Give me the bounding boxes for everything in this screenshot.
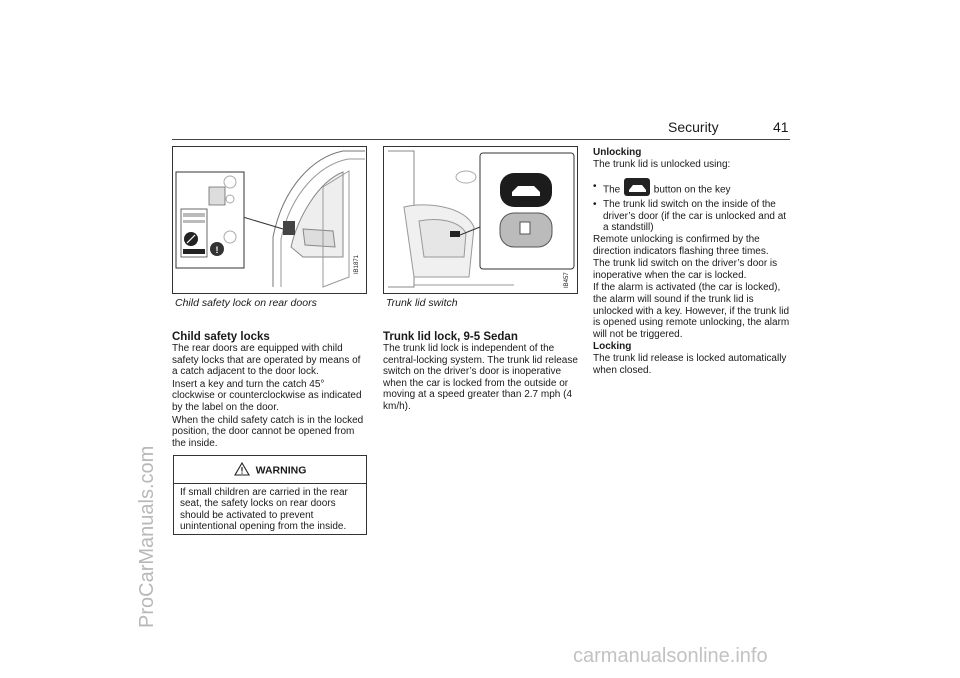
figure-code: IB1871 [354, 254, 360, 274]
warning-box [173, 455, 367, 535]
page-number: 41 [773, 119, 789, 135]
trunk-lock-text: The trunk lid lock is independent of the central-locking system. The trunk lid release switch on the driver’s door is inoperative when the car is locked from the outside or moving at a speed greater than 2.7 mph (4 km/h). [383, 343, 578, 412]
child-locks-paragraph: The rear doors are equipped with child safety locks that are operated by means of a catch adjacent to the door lock. [172, 343, 361, 378]
warning-title [174, 462, 366, 479]
figure-code: IB457 [564, 272, 570, 288]
trunk-lock-heading: Trunk lid lock, 9-5 Sedan [383, 331, 518, 343]
unlocking-paragraph: If the alarm is activated (the car is locked), the alarm will sound if the trunk lid is unlocked with a key. However, if the trunk lid is opened using remote unlocking, the alarm will not be triggered. [593, 282, 790, 340]
bullet-text: button on the key [653, 184, 731, 196]
door-illustration [173, 147, 366, 293]
child-locks-paragraph: Insert a key and turn the catch 45° clockwise or counterclockwise as indicated by the label on the door. [172, 378, 362, 413]
svg-text:!: ! [215, 245, 219, 255]
unlocking-heading: Unlocking [593, 147, 642, 158]
child-locks-heading: Child safety locks [172, 331, 270, 343]
figure-caption-right: Trunk lid switch [386, 297, 458, 309]
figure-caption-left: Child safety lock on rear doors [175, 297, 317, 309]
header-divider [172, 139, 790, 140]
trunk-lid-switch-figure [383, 146, 578, 294]
locking-heading: Locking [593, 341, 632, 353]
warning-text: If small children are carried in the rear seat, the safety locks on rear doors should be activated to prevent unintentional opening from the inside. [180, 487, 348, 533]
child-locks-paragraph: When the child safety catch is in the locked position, the door cannot be opened from the inside. [172, 414, 364, 449]
child-safety-lock-figure [172, 146, 367, 294]
unlocking-paragraph: Remote unlocking is confirmed by the direction indicators flashing three times. [593, 233, 769, 257]
warning-triangle-icon [234, 462, 250, 479]
side-watermark: ProCarManuals.com [136, 445, 158, 628]
child-locks-body [172, 343, 368, 450]
warning-title-text: WARNING [255, 464, 307, 477]
bottom-watermark: carmanualsonline.info [573, 645, 768, 667]
unlocking-intro: The trunk lid is unlocked using: [593, 158, 731, 170]
bullet-text: The [603, 184, 621, 196]
locking-text: The trunk lid release is locked automatically when closed. [593, 352, 787, 376]
switch-illustration [384, 147, 577, 293]
page-section-title: Security [668, 119, 719, 135]
warning-divider [174, 483, 366, 484]
unlocking-paragraph: The trunk lid switch on the driver’s door is inoperative when the car is locked. [593, 258, 778, 281]
trunk-open-key-icon [624, 178, 650, 196]
unlocking-bullet-key: • The button on the key [593, 181, 791, 199]
unlocking-bullet-switch: • The trunk lid switch on the inside of the driver’s door (if the car is unlocked and at a standstill) [593, 199, 787, 234]
bullet-text: The trunk lid switch on the inside of the driver’s door (if the car is unlocked and at a standstill) [603, 199, 787, 234]
unlocking-section [593, 147, 791, 377]
